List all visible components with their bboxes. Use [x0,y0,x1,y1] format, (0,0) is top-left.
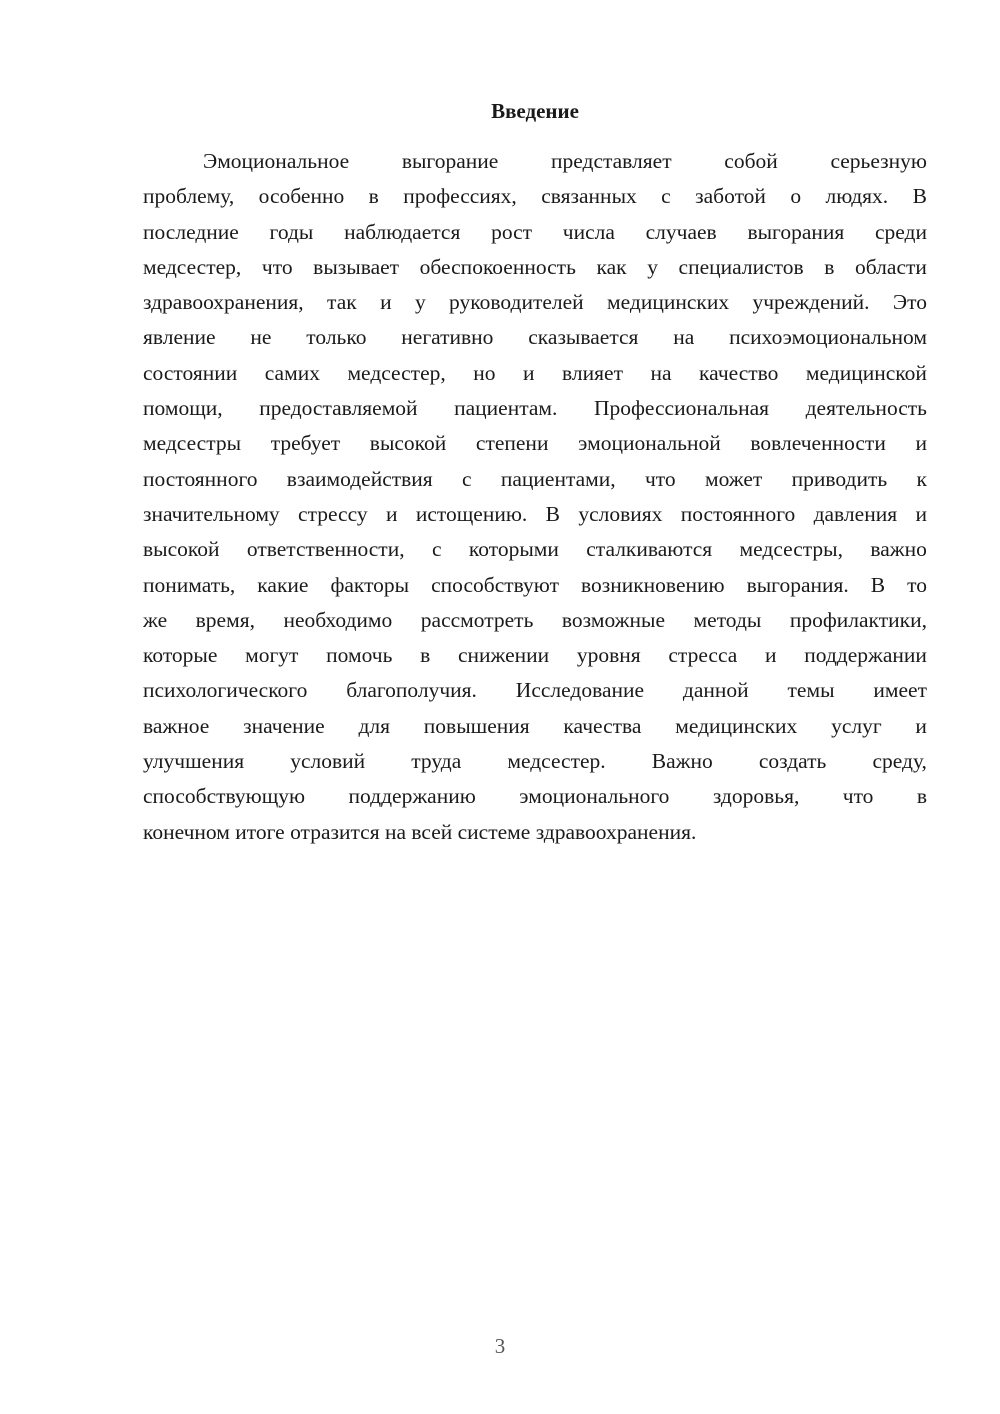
word: эмоциональной [578,431,721,456]
paragraph-line [143,673,927,708]
word: эмоционального [519,784,670,809]
word: на [673,325,695,350]
paragraph-line [143,532,927,567]
word: о [790,184,802,209]
word: что [644,466,676,491]
word: только [306,325,367,350]
word: выгорание [401,149,499,173]
word: поддержании [804,643,927,668]
word: вовлеченности [750,431,886,456]
word: Важно [651,749,713,774]
word: медсестер, [347,360,446,385]
word: условиях [578,501,663,526]
word: для [358,713,391,738]
word: медсестры [143,431,242,456]
word: имеет [873,678,927,703]
word: особенно [258,184,345,209]
word: же [143,607,168,632]
paragraph-line [143,356,927,391]
word: ответственности, [246,537,405,562]
section-heading: Введение [491,99,579,123]
word: медсестры, [739,537,844,562]
word: состоянии [143,360,238,385]
word: сталкиваются [586,537,713,562]
word: влияет [562,360,623,385]
paragraph-line [143,744,927,779]
word: собой [724,149,778,173]
word: стрессу [298,501,368,526]
word: числа [562,219,615,244]
word: снижении [457,643,550,668]
word: что [842,784,874,809]
word: случаев [645,219,717,244]
paragraph-line [143,144,927,179]
word: психоэмоциональном [729,325,927,350]
word: важное [143,713,210,738]
word: у [647,254,658,279]
word: здоровья, [712,784,800,809]
word: явление [143,325,216,350]
word: профилактики, [789,607,927,632]
paragraph-line [143,285,927,320]
word: В [912,184,927,209]
word: и [915,713,927,738]
word: в [824,254,835,279]
word: помочь [326,643,393,668]
word: и [765,643,777,668]
word: и [385,501,398,526]
word: в [916,784,927,809]
word: проблему, [143,184,235,209]
paragraph-line [143,250,927,285]
word: постоянного [680,501,796,526]
word: факторы [330,572,410,597]
word: В [545,501,560,526]
word: в [420,643,431,668]
word: труда [411,749,462,774]
word: к [916,466,927,491]
word: Исследование [515,678,645,703]
word: и [523,360,535,385]
word: медицинских [675,713,798,738]
word: выгорания. [746,572,849,597]
word: могут [245,643,299,668]
word: медицинских [607,290,730,315]
word: пациентами, [500,466,616,491]
paragraph-line [143,709,927,744]
word: постоянного [143,466,258,491]
word: возможные [561,607,666,632]
word: руководителей [449,290,584,315]
word: Профессиональная [593,396,770,421]
paragraph-line [143,497,927,532]
word: улучшения [143,749,245,774]
word: пациентам. [454,396,558,421]
word: требует [270,431,341,456]
word: медицинской [805,360,927,385]
word: которые [143,643,218,668]
word: рост [491,219,533,244]
word: профессиях, [403,184,517,209]
word: вызывает [313,254,400,279]
word: возникновению [580,572,725,597]
word: благополучия. [346,678,477,703]
word: наблюдается [344,219,461,244]
paragraph-line [143,779,927,814]
word: с [661,184,671,209]
paragraph-line [143,391,927,426]
word: выгорания [747,219,845,244]
word: не [250,325,272,350]
word: заботой [695,184,766,209]
word: качества [563,713,642,738]
word: услуг [831,713,882,738]
word: уровня [576,643,641,668]
word: самих [264,360,320,385]
word: специалистов [678,254,804,279]
word: с [431,537,442,562]
paragraph-line [143,179,927,214]
word: поддержанию [348,784,476,809]
word: повышения [423,713,530,738]
word: помощи, [143,396,223,421]
word: обеспокоенность [419,254,576,279]
word: что [261,254,293,279]
word: на [650,360,672,385]
word: приводить [791,466,888,491]
paragraph-line [143,638,927,673]
word: области [855,254,927,279]
word: способствующую [143,784,306,809]
word: деятельность [805,396,927,421]
word: годы [269,219,314,244]
word: так [327,290,357,315]
word: понимать, [143,572,236,597]
word: необходимо [283,607,393,632]
word: здравоохранения, [143,290,304,315]
word: условий [290,749,366,774]
word: у [414,290,426,315]
word: методы [693,607,762,632]
word: истощению. [415,501,528,526]
page-number: 3 [494,1334,506,1358]
word: среди [874,219,927,244]
word: и [380,290,392,315]
word: психологического [143,678,308,703]
word: стресса [668,643,738,668]
paragraph-line [143,603,927,638]
word: Эмоциональное [203,149,350,173]
word: степени [475,431,549,456]
word: значение [243,713,325,738]
paragraph-line [143,215,927,250]
word: качество [699,360,779,385]
word: среду, [872,749,927,774]
word: и [915,501,927,526]
word: взаимодействия [286,466,433,491]
word: последние [143,219,239,244]
word: важно [870,537,927,562]
word: рассмотреть [420,607,534,632]
word: темы [787,678,835,703]
word: негативно [401,325,494,350]
word: высокой [143,537,220,562]
word: может [704,466,763,491]
word: Это [892,290,927,315]
word: предоставляемой [259,396,418,421]
paragraph-line [143,568,927,603]
word: но [473,360,496,385]
word: время, [195,607,255,632]
word: то [907,572,927,597]
word: способствуют [431,572,559,597]
word: с [462,466,472,491]
word: высокой [369,431,447,456]
word: представляет [550,149,672,173]
word: В [870,572,886,597]
word: учреждений. [752,290,870,315]
word: данной [682,678,749,703]
word: серьезную [830,149,927,173]
word: как [596,254,627,279]
word: медсестер, [143,254,242,279]
word: в [368,184,379,209]
word: создать [758,749,827,774]
word: медсестер. [507,749,606,774]
word: и [915,431,927,456]
word: какие [257,572,309,597]
word: значительному [143,501,280,526]
word: связанных [541,184,637,209]
paragraph-line [143,426,927,461]
word: людях. [825,184,889,209]
paragraph-line: конечном итоге отразится на всей системе здравоохранения. [143,819,697,844]
word: давления [813,501,898,526]
paragraph-line [143,462,927,497]
body-paragraph [143,144,927,850]
paragraph-line [143,320,927,355]
word: которыми [468,537,559,562]
word: сказывается [528,325,639,350]
